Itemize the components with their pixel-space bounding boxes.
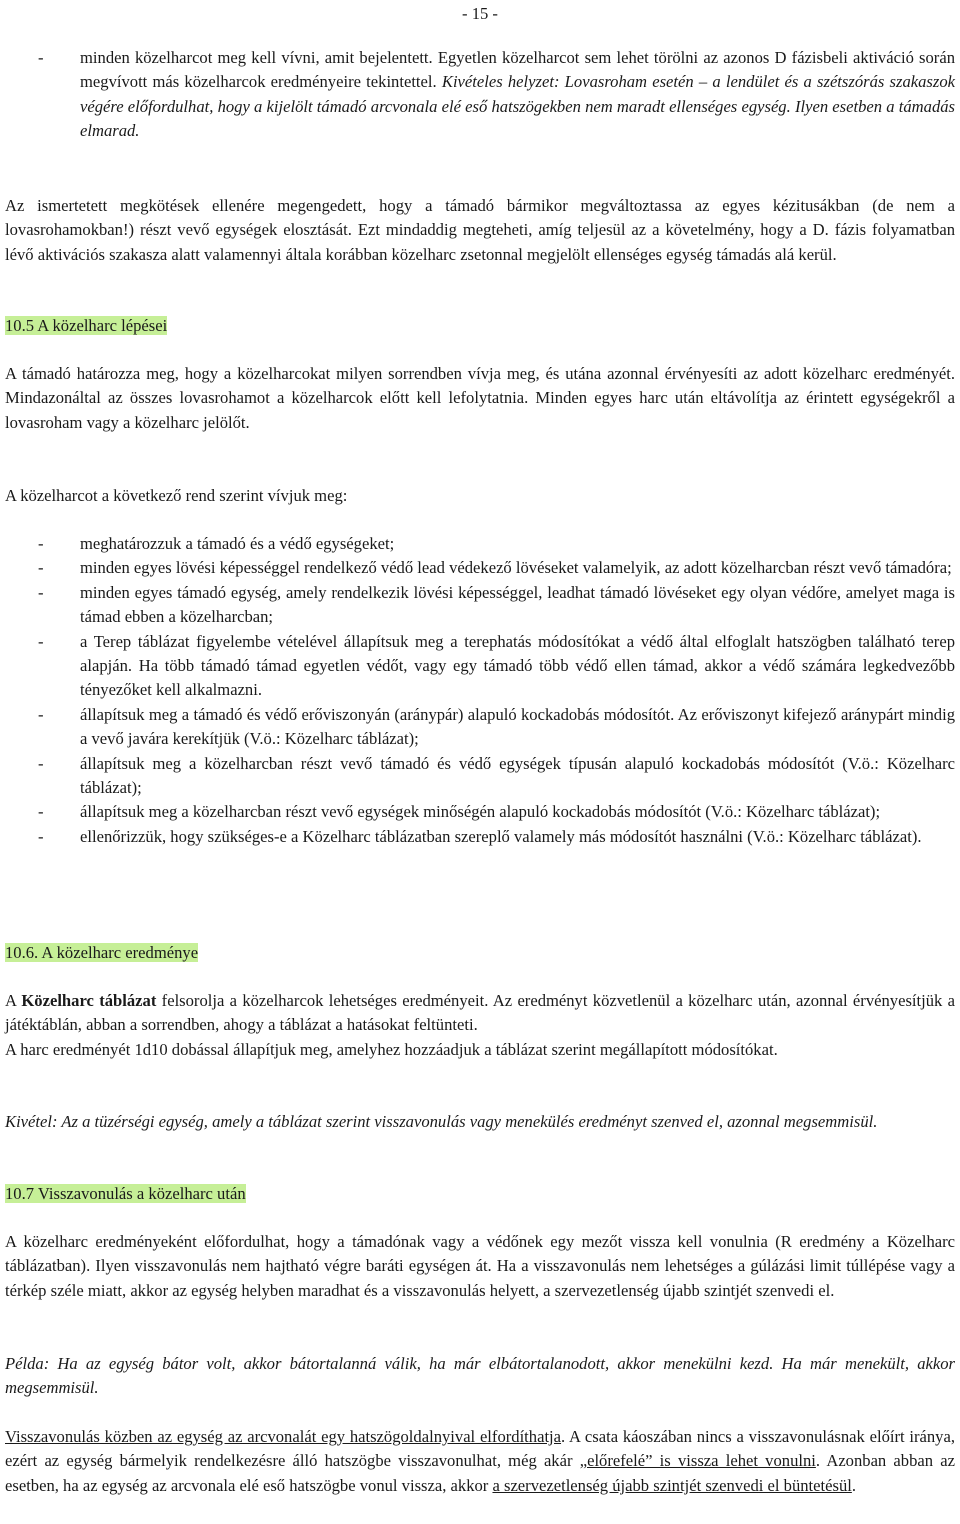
page-number: - 15 -: [462, 4, 498, 23]
steps-list: [5, 532, 955, 849]
list-item: - minden egyes lövési képességgel rendelkező védő lead védekező lövéseket valamelyik, az adott közelharcban részt vevő támadóra;: [5, 556, 955, 580]
table-name: Közelharc táblázat: [21, 991, 157, 1010]
section-10-7-paragraph: A közelharc eredményeként előfordulhat, hogy a támadónak vagy a védőnek egy mezőt vissza kell vonulnia (R eredmény a Közelharc táblázatban). Ilyen visszavonulás nem hajtható végre baráti egységen át. Ha a visszavonulás nem lehetséges a gúlázási limit túllépése vagy a térkép széle miatt, akkor az egység helyben maradhat és a visszavonulás helyett, a szervezetlenség újabb szintjét szenvedi el.: [5, 1232, 955, 1300]
list-item: - állapítsuk meg a közelharcban részt vevő egységek minőségén alapuló kockadobás módosítót (V.ö.: Közelharc táblázat);: [5, 800, 955, 824]
section-heading-10-5: [5, 314, 955, 338]
exception-note: Kivételes helyzet: Lovasroham esetén – a lendület és a szétszórás szakaszok végére előfordulhat, hogy a kijelölt támadó arcvonala elé eső hatszögekben nem maradt ellenséges egység. Ilyen esetben a támadás elmarad.: [80, 72, 955, 141]
exception-paragraph: Kivétel: Az a tüzérségi egység, amely a táblázat szerint visszavonulás vagy menekülés eredményt szenved el, azonnal megsemmisül.: [5, 1112, 878, 1131]
list-item: - minden egyes támadó egység, amely rendelkezik lövési képességgel, leadhat támadó lövéseket egy olyan védőre, amelyet maga is támad ebben a közelharcban;: [5, 581, 955, 630]
example-paragraph: Példa: Ha az egység bátor volt, akkor bátortalanná válik, ha már elbátortalanodott, akkor menekülni kezd. Ha már menekült, akkor megsemmisül.: [5, 1354, 955, 1398]
restrictions-paragraph: Az ismertetett megkötések ellenére megengedett, hogy a támadó bármikor megváltoztassa az egyes kézitusákban (de nem a lovasrohamokban!) részt vevő egységek elosztását. Ezt mindaddig megteheti, amíg teljesül az a követelmény, hogy a D. fázis folyamatban lévő aktivációs szakasza alatt valamennyi általa korábban közelharc zsetonnal megjelölt ellenséges egység támadás alá kerül.: [5, 196, 955, 264]
order-intro-paragraph: A közelharcot a következő rend szerint vívjuk meg:: [5, 486, 348, 505]
dice-roll-paragraph: A harc eredményét 1d10 dobással állapítjuk meg, amelyhez hozzáadjuk a táblázat szerint megállapított módosítókat.: [5, 1039, 778, 1059]
list-item: - állapítsuk meg a támadó és védő erőviszonyán (aránypár) alapuló kockadobás módosítót. Az erőviszonyt kifejező aránypárt mindig a vevő javára kerekítjük (V.ö.: Közelharc táblázat);: [5, 703, 955, 752]
list-item: - állapítsuk meg a közelharcban részt vevő támadó és védő egységek típusán alapuló kockadobás módosítót (V.ö.: Közelharc táblázat);: [5, 752, 955, 801]
list-item: - a Terep táblázat figyelembe vételével állapítsuk meg a terephatás módosítókat a védő által elfoglalt hatszögben található terep alapján. Ha több támadó támad egyetlen védőt, vagy egy támadó több védő ellen támad, akkor a védő számára legkedvezőbb tényezőket kell alkalmazni.: [5, 630, 955, 703]
section-heading-10-7: 10.7 Visszavonulás a közelharc után: [5, 1184, 246, 1203]
intro-list: [5, 46, 955, 144]
retreat-rules-paragraph: Visszavonulás közben az egység az arcvonalát egy hatszögoldalnyival elfordíthatja. A csata káoszában nincs a visszavonulásnak előírt iránya, ezért az egység bármelyik rendelkezésre álló hatszögbe visszavonulhat, még akár „előrefelé” is vissza lehet vonulni. Azonban abban az esetben, ha az egység az arcvonala elé eső hatszögbe vonul vissza, akkor a szervezetlenség újabb szintjét szenvedi el büntetésül.: [5, 1427, 955, 1495]
document-page: [5, 0, 955, 1495]
list-item: - ellenőrizzük, hogy szükséges-e a Közelharc táblázatban szereplő valamely más módosítót használni (V.ö.: Közelharc táblázat).: [5, 825, 955, 849]
intro-item-text: minden közelharcot meg kell vívni, amit bejelentett. Egyetlen közelharcot sem lehet törölni az azonos D fázisbeli aktiváció során megvívott más közelharcok eredményeire tekintettel.: [80, 48, 955, 92]
list-item: [5, 46, 955, 144]
list-item: - meghatározzuk a támadó és a védő egységeket;: [5, 532, 955, 556]
heading-title: A közelharc lépései: [34, 316, 168, 335]
section-10-6-paragraph: A Közelharc táblázat felsorolja a közelharcok lehetséges eredményeit. Az eredményt közvetlenül a közelharc után, azonnal érvényesítjük a játéktáblán, abban a sorrendben, ahogy a táblázat a hatásokat feltünteti. A harc eredményét 1d10 dobással állapítjuk meg, amelyhez hozzáadjuk a táblázat szerint megállapított módosítókat.: [5, 989, 955, 1062]
heading-number: 10.5: [5, 316, 35, 335]
section-10-5-paragraph: A támadó határozza meg, hogy a közelharcokat milyen sorrendben vívja meg, és utána azonnal érvényesíti az adott közelharc eredményét. Mindazonáltal az összes lovasrohamot a közelharcok előtt kell lefolytatnia. Minden egyes harc után eltávolítja az érintett egységekről a lovasroham vagy a közelharc jelölőt.: [5, 364, 955, 432]
section-heading-10-6: 10.6. A közelharc eredménye: [5, 943, 199, 962]
